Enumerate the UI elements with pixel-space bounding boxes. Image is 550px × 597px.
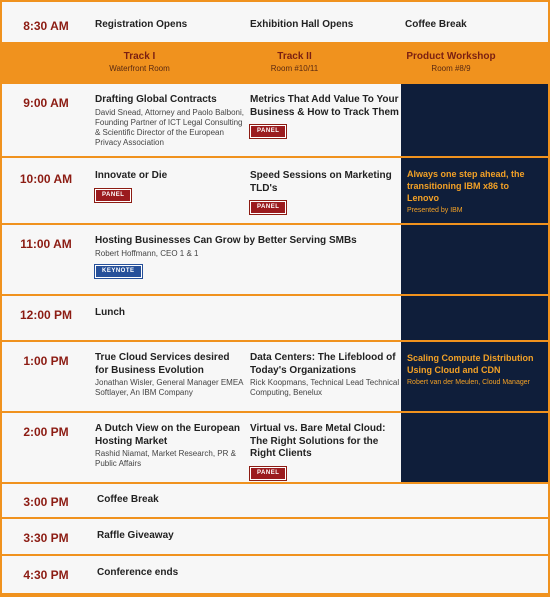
session [250,94,400,138]
session-speaker: Robert Hoffmann, CEO 1 & 1 [95,248,199,258]
time-label: 1:00 PM [23,354,69,368]
session [95,423,245,469]
panel-badge: PANEL [250,467,286,480]
session-title: Speed Sessions on Marketing TLD's [250,170,392,194]
schedule-row-300 [2,484,548,519]
workshop-title: Scaling Compute Distribution Using Cloud and CDN [407,353,534,375]
workshop-presenter: Robert van der Meulen, Cloud Manager [407,379,530,386]
time-label: 3:00 PM [23,495,69,509]
schedule-row-1000 [2,158,548,225]
schedule-row-100 [2,342,548,413]
time-label: 3:30 PM [23,531,69,545]
schedule-row-330 [2,519,548,556]
session [250,352,400,398]
keynote-badge: KEYNOTE [95,265,142,278]
schedule-row-1200 [2,296,548,342]
panel-badge: PANEL [95,189,131,202]
workshop-session [401,342,548,411]
schedule-row-830 [2,2,548,44]
session [250,170,400,214]
session [95,94,245,148]
time-label: 9:00 AM [23,96,69,110]
session [95,235,395,278]
panel-badge: PANEL [250,125,286,138]
session-title: Raffle Giveaway [97,530,174,541]
time-label: 4:30 PM [23,568,69,582]
session-speaker: David Snead, Attorney and Paolo Balboni, Founding Partner of ICT Legal Consulting & Scientific Director of the European Privacy Association [95,107,244,147]
session-title: Metrics That Add Value To Your Business & How to Track Them [250,94,399,118]
exhibition-item: Exhibition Hall Opens [250,19,354,30]
coffee-item: Coffee Break [405,19,467,30]
track-name: Product Workshop [406,51,496,62]
track-1-header [72,51,207,75]
session [95,170,245,202]
track-room: Room #10/11 [270,64,319,73]
session-title: Innovate or Die [95,170,168,181]
session-title: True Cloud Services desired for Business Evolution [95,352,230,376]
workshop-session [401,158,548,223]
schedule-row-900 [2,84,548,158]
session-title: Drafting Global Contracts [95,94,217,105]
session [250,423,400,480]
session-title: Coffee Break [97,494,159,505]
session-title: Data Centers: The Lifeblood of Today's Organizations [250,352,396,376]
schedule-row-200 [2,413,548,484]
workshop-presenter: Presented by IBM [407,207,463,214]
session-title: Lunch [95,307,125,318]
session-title: Conference ends [97,567,179,578]
schedule-row-430 [2,556,548,595]
track-name: Track I [123,51,156,62]
session-speaker: Rick Koopmans, Technical Lead Technical Computing, Benelux [250,378,400,397]
workshop-header [401,51,501,75]
time-label: 8:30 AM [23,19,69,33]
workshop-title: Always one step ahead, the transitioning IBM x86 to Lenovo [407,169,525,203]
time-label: 10:00 AM [19,172,73,186]
track-room: Waterfront Room [109,64,170,73]
session [95,352,245,398]
session-speaker: Jonathan Wisler, General Manager EMEA Softlayer, An IBM Company [95,378,244,397]
time-label: 12:00 PM [19,308,73,322]
track-2-header [227,51,362,75]
session-speaker: Rashid Niamat, Market Research, PR & Public Affairs [95,449,236,468]
time-label: 2:00 PM [23,425,69,439]
session-title: Hosting Businesses Can Grow by Better Serving SMBs [95,235,357,246]
track-name: Track II [277,51,312,62]
panel-badge: PANEL [250,201,286,214]
schedule-row-1100 [2,225,548,296]
registration-item: Registration Opens [95,19,188,30]
time-label: 11:00 AM [20,237,72,251]
session-title: A Dutch View on the European Hosting Market [95,423,241,447]
session-title: Virtual vs. Bare Metal Cloud: The Right Solutions for the Right Clients [250,423,386,459]
track-header [2,44,548,84]
track-room: Room #8/9 [431,64,471,73]
